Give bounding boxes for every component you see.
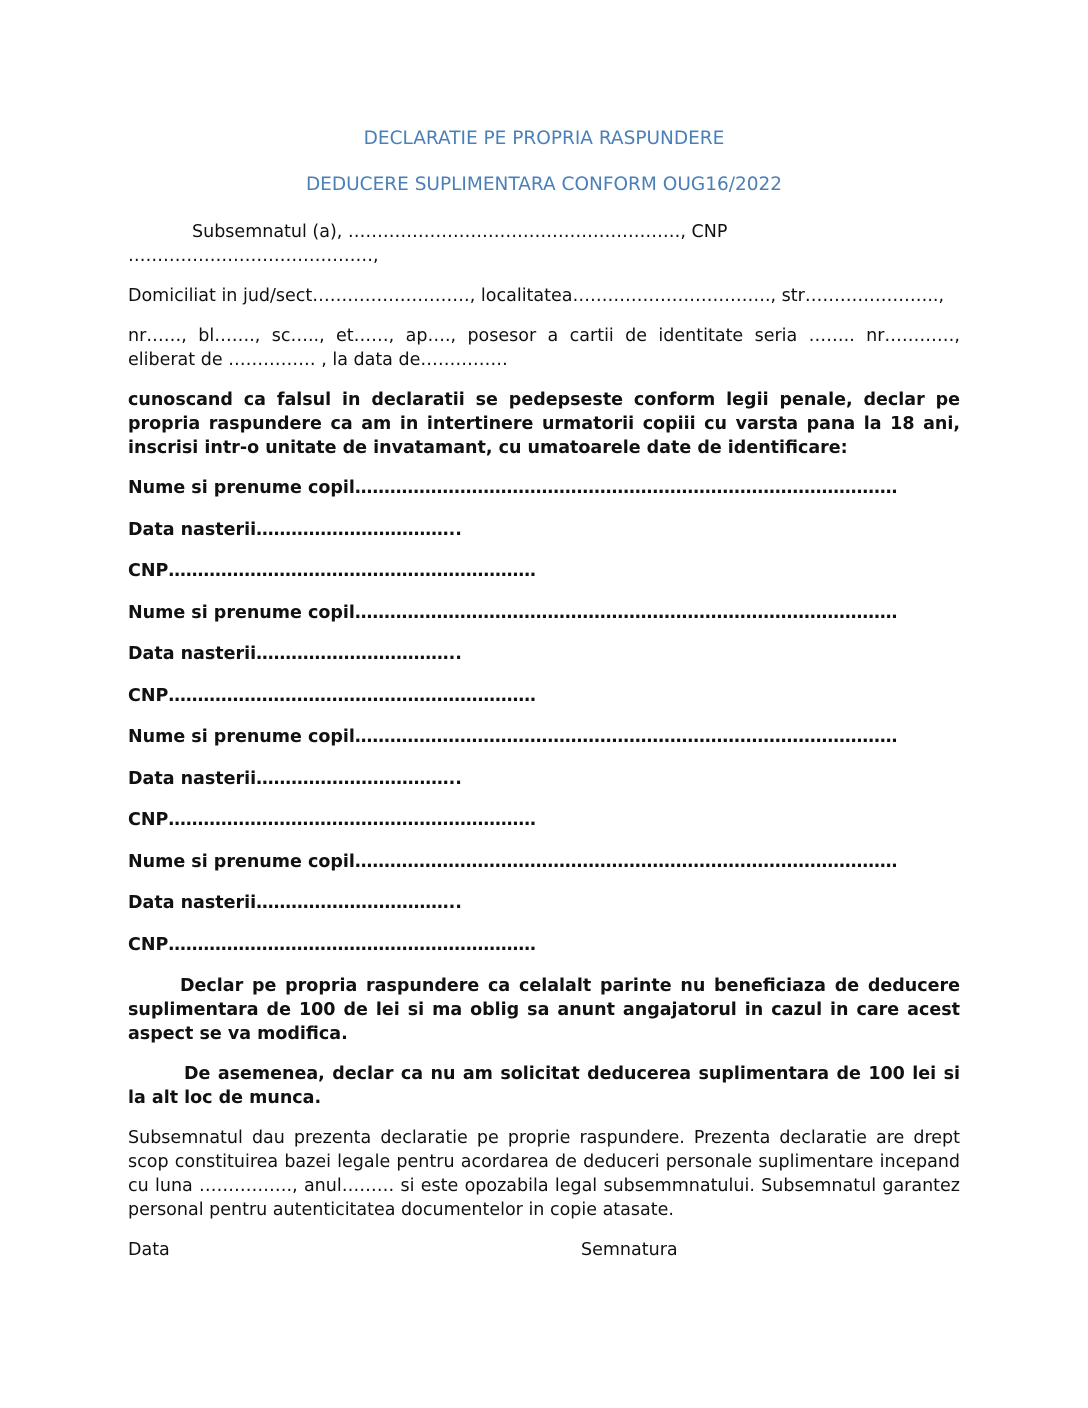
child-block [128,725,960,832]
child-cnp-line: CNP……………………………………………………… [128,810,536,830]
child-block [128,850,960,957]
child-birth-line: Data nasterii…………………………….. [128,893,462,913]
domiciliat-line: Domiciliat in jud/sect………………………, localitatea……………………………., str………………….., [128,286,945,306]
child-cnp-line: CNP……………………………………………………… [128,685,536,706]
child-cnp-line: CNP……………………………………………………… [128,934,536,955]
asemenea-paragraph: De asemenea, declar ca nu am solicitat deducerea suplimentara de 100 lei si la alt loc de munca. [128,1064,960,1108]
document-content [128,126,960,1262]
document-subtitle: DEDUCERE SUPLIMENTARA CONFORM OUG16/2022 [305,174,783,195]
child-birth-line: Data nasterii…………………………….. [128,519,462,540]
child-cnp-line: CNP……………………………………………………… [128,561,536,581]
child-name-line: Nume si prenume copil………………………………………………………………………………… [128,478,898,498]
child-name-line: Nume si prenume copil………………………………………………………………………………… [128,851,898,872]
cunoscand-paragraph: cunoscand ca falsul in declaratii se pedepseste conform legii penale, declar pe propria raspundere ca am in intertinere urmatorii copiii cu varsta pana la 18 ani, inscrisi intr-o unitate de invatamant, cu umatoarele date de identificare: [128,390,960,458]
subsemnatul-line: Subsemnatul (a), …………………………………………………, CNP ……………………………………, [128,222,728,266]
identity-paragraph: nr……, bl……., sc….., et……, ap…., posesor a cartii de identitate seria …….. nr…………, eliberat de …………… , la data de…………… [128,326,960,370]
signature-label: Semnatura [581,1240,678,1260]
declar-paragraph: Declar pe propria raspundere ca celalalt parinte nu beneficiaza de deducere suplimentara de 100 de lei si ma oblig sa anunt angajatorul in cazul in care acest aspect se va modifica. [128,976,960,1044]
date-label: Data [128,1240,170,1260]
document-title: DECLARATIE PE PROPRIA RASPUNDERE [363,128,725,149]
children-list [128,476,960,957]
signature-row [128,1238,960,1262]
child-birth-line: Data nasterii…………………………….. [128,768,462,789]
child-birth-line: Data nasterii…………………………….. [128,644,462,664]
child-name-line: Nume si prenume copil………………………………………………………………………………… [128,727,898,747]
child-block [128,601,960,708]
child-name-line: Nume si prenume copil………………………………………………………………………………… [128,602,898,623]
child-block [128,476,960,583]
final-paragraph: Subsemnatul dau prezenta declaratie pe proprie raspundere. Prezenta declaratie are drept scop constituirea bazei legale pentru acordarea de deduceri personale suplimentare incepand cu luna ……………., anul……… si este opozabila legal subsemmnatului. Subsemnatul garantez personal pentru autenticitatea documentelor in copie atasate. [128,1128,960,1220]
